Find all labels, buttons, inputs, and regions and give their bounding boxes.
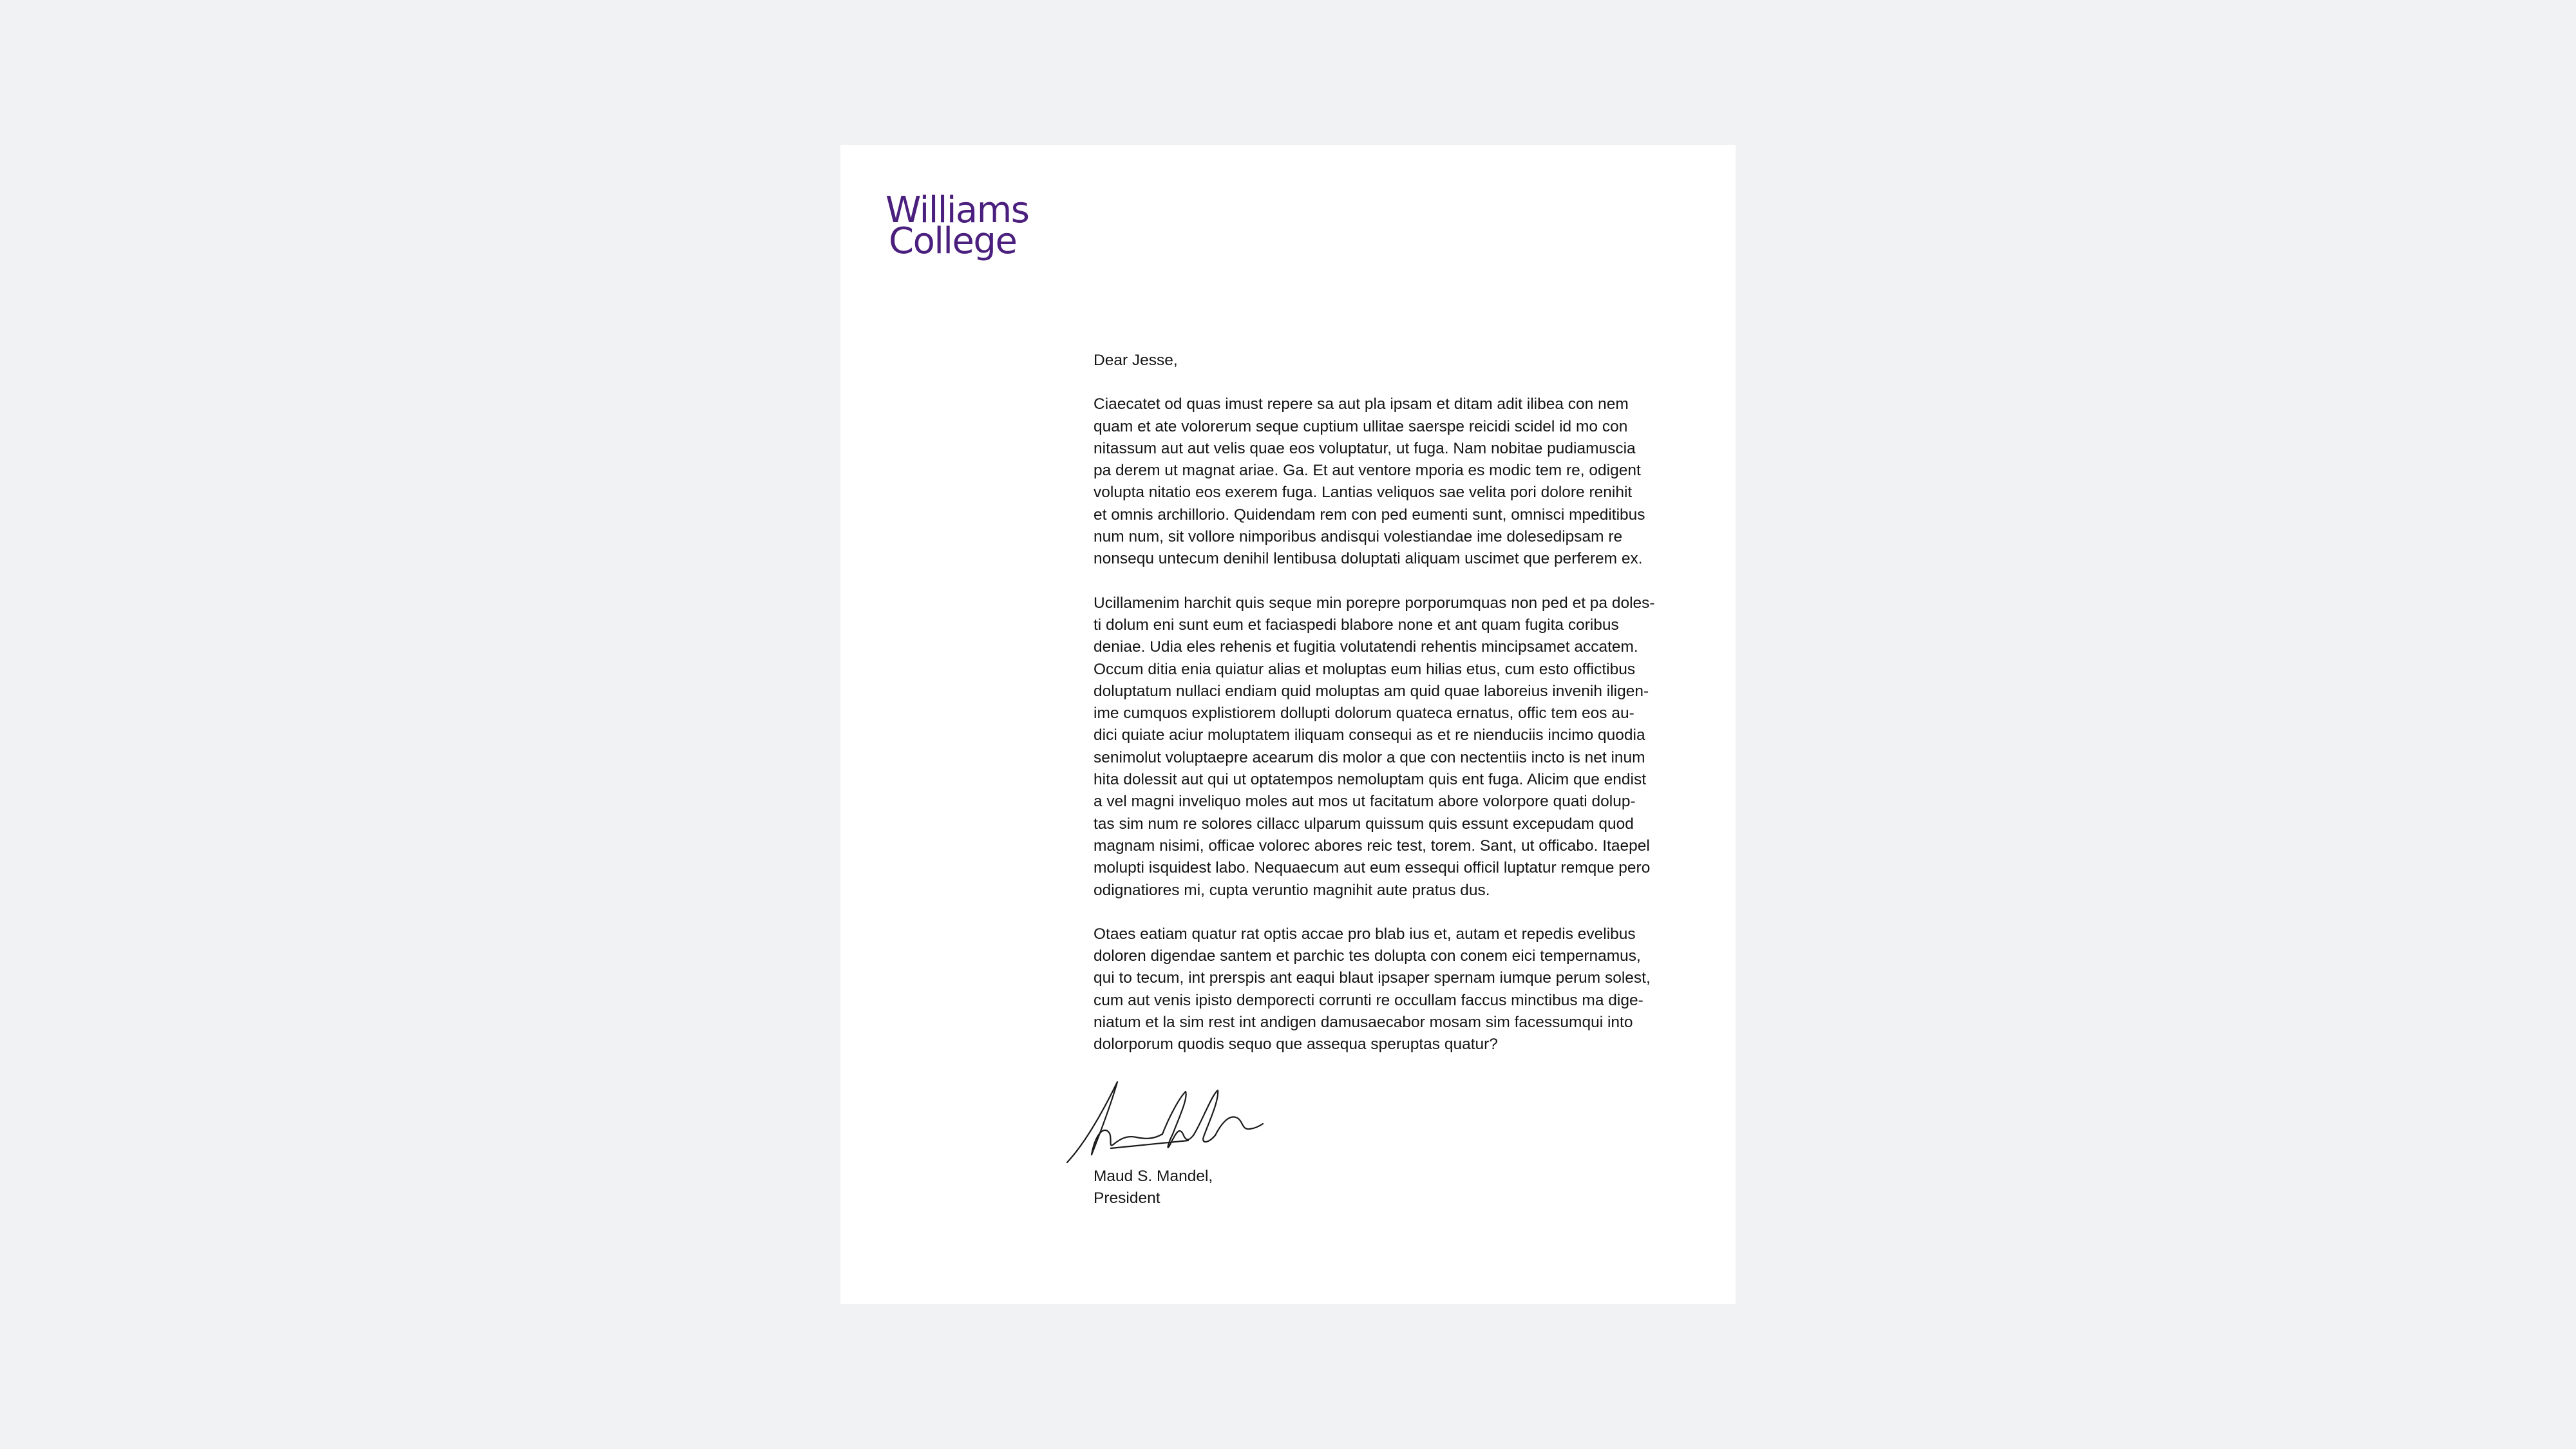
paragraph-3	[1094, 923, 1702, 1056]
paragraph-line: a vel magni inveliquo moles aut mos ut facitatum abore volorpore quati dolup-	[1094, 793, 1636, 811]
paragraph-line: deniae. Udia eles rehenis et fugitia volutatendi rehentis mincipsamet accatem.	[1094, 638, 1638, 656]
paragraph-line: volupta nitatio eos exerem fuga. Lantias veliquos sae velita pori dolore renihit	[1094, 484, 1633, 502]
paragraph-line: molupti isquidest labo. Nequaecum aut eum essequi officil luptatur remque pero	[1094, 859, 1651, 877]
paragraph-line: Ciaecatet od quas imust repere sa aut pla ipsam et ditam adit ilibea con nem	[1094, 395, 1629, 413]
letter-page	[840, 145, 1736, 1304]
paragraph-line: doloren digendae santem et parchic tes dolupta con conem eici tempernamus,	[1094, 947, 1641, 965]
paragraph-line: tas sim num re solores cillacc ulparum quissum quis essunt excepudam quod	[1094, 815, 1634, 833]
paragraph-line: doluptatum nullaci endiam quid moluptas am quid quae laboreius invenih iligen-	[1094, 682, 1649, 700]
paragraph-line: dici quiate aciur moluptatem iliquam consequi as et re nienduciis incimo quodia	[1094, 726, 1645, 744]
logo-line-williams: Williams	[886, 189, 1029, 231]
paragraph-line: Otaes eatiam quatur rat optis accae pro blab ius et, autam et repedis evelibus	[1094, 925, 1636, 943]
letter-body	[1094, 350, 1702, 1078]
paragraph-line: num num, sit vollore nimporibus andisqui volestiandae ime dolesedipsam re	[1094, 528, 1623, 546]
paragraph-line: Occum ditia enia quiatur alias et moluptas eum hilias etus, cum esto offictibus	[1094, 660, 1636, 678]
paragraph-line: quam et ate volorerum seque cuptium ullitae saerspe reicidi scidel id mo con	[1094, 417, 1628, 435]
paragraph-1	[1094, 393, 1702, 570]
paragraph-line: Ucillamenim harchit quis seque min porepre porporumquas non ped et pa doles-	[1094, 594, 1655, 612]
williams-college-logo	[886, 189, 1029, 262]
paragraph-line: magnam nisimi, officae volorec abores reic test, torem. Sant, ut officabo. Itaepel	[1094, 837, 1650, 855]
paragraph-line: nitassum aut aut velis quae eos voluptatur, ut fuga. Nam nobitae pudiamuscia	[1094, 439, 1636, 457]
paragraph-line: qui to tecum, int prerspis ant eaqui blaut ipsaper spernam iumque perum solest,	[1094, 969, 1651, 987]
paragraph-line: pa derem ut magnat ariae. Ga. Et aut ventore mporia es modic tem re, odigent	[1094, 462, 1641, 480]
paragraph-line: dolorporum quodis sequo que assequa speruptas quatur?	[1094, 1036, 1498, 1054]
paragraph-line: nonsequ untecum denihil lentibusa doluptati aliquam uscimet que perferem ex.	[1094, 550, 1643, 568]
paragraph-line: senimolut voluptaepre acearum dis molor a que con nectentiis incto is net inum	[1094, 748, 1645, 766]
paragraph-line: ti dolum eni sunt eum et faciaspedi blabore none et ant quam fugita coribus	[1094, 616, 1619, 634]
logo-line-college: College	[889, 220, 1017, 262]
paragraph-line: cum aut venis ipisto demporecti corrunti re occullam faccus minctibus ma dige-	[1094, 991, 1643, 1009]
paragraph-line: niatum et la sim rest int andigen damusaecabor mosam sim facessumqui into	[1094, 1014, 1633, 1032]
signatory-name: Maud S. Mandel,	[1094, 1168, 1213, 1185]
paragraph-line: hita dolessit aut qui ut optatempos nemoluptam quis ent fuga. Alicim que endist	[1094, 771, 1647, 789]
signatory-title: President	[1094, 1189, 1160, 1208]
letter-greeting: Dear Jesse,	[1094, 352, 1178, 369]
paragraph-2	[1094, 592, 1702, 902]
signature-image	[1066, 1072, 1278, 1175]
paragraph-line: odignatiores mi, cupta veruntio magnihit aute pratus dus.	[1094, 881, 1490, 899]
paragraph-line: et omnis archillorio. Quidendam rem con ped eumenti sunt, omnisci mpeditibus	[1094, 506, 1645, 524]
paragraph-line: ime cumquos explistiorem dollupti dolorum quateca ernatus, offic tem eos au-	[1094, 705, 1634, 723]
signatory-block	[1094, 1166, 1213, 1210]
